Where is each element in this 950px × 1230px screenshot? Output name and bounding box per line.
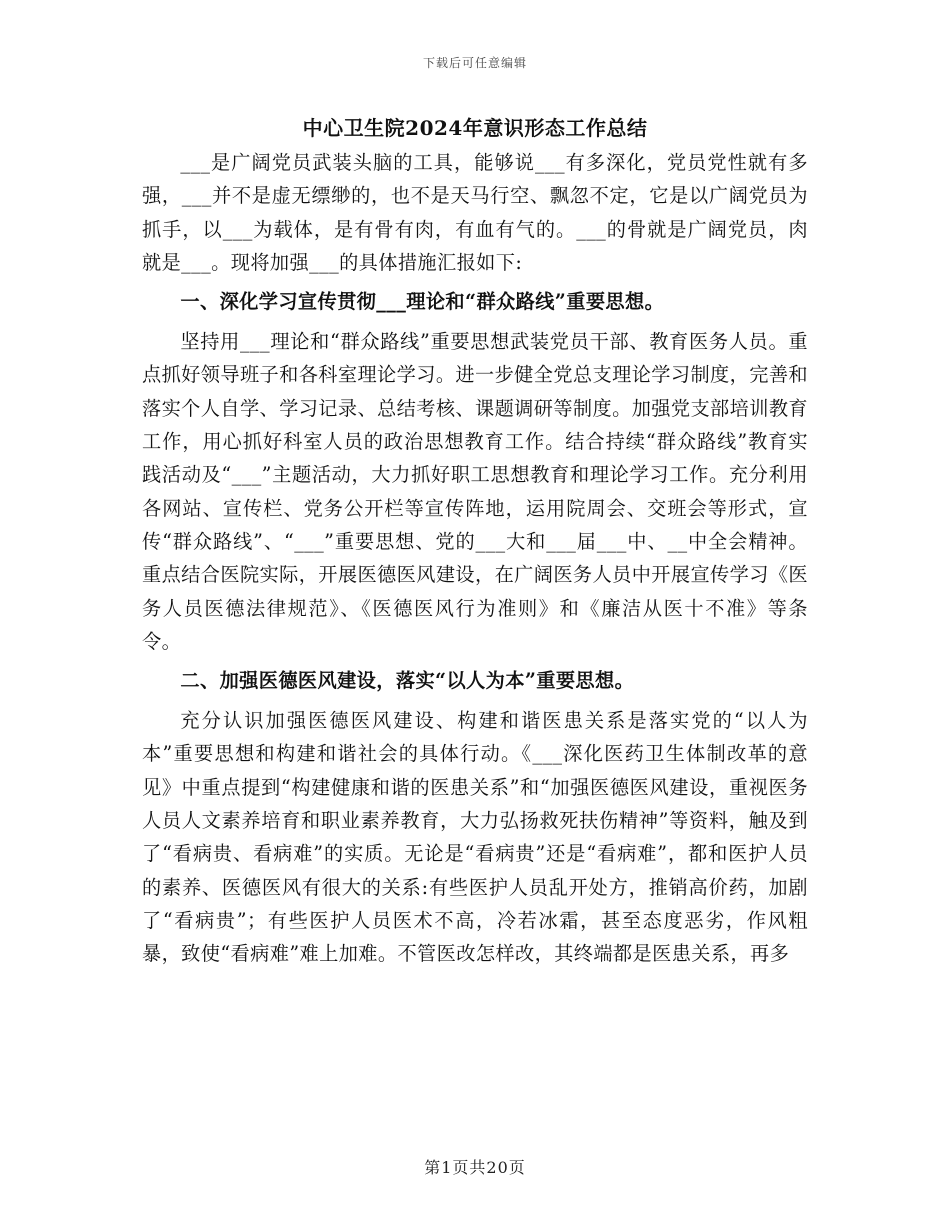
header-note: 下载后可任意编辑 xyxy=(422,56,527,70)
document-body xyxy=(142,112,808,971)
paragraph-section-2: 充分认识加强医德医风建设、构建和谐医患关系是落实党的“以人为本”重要思想和构建和谐社会的具体行动。《___深化医药卫生体制改革的意见》中重点提到“构建健康和谐的医患关系”和“加强医德医风建设，重视医务人员人文素养培育和职业素养教育，大力弘扬救死扶伤精神”等资料，触及到了“看病贵、看病难”的实质。无论是“看病贵”还是“看病难”，都和医护人员的素养、医德医风有很大的关系:有些医护人员乱开处方，推销高价药，加剧了“看病贵”；有些医护人员医术不高，冷若冰霜，甚至态度恶劣，作风粗暴，致使“看病难”难上加难。不管医改怎样改，其终端都是医患关系，再多 xyxy=(142,709,808,966)
paragraph-intro: ___是广阔党员武装头脑的工具，能够说___有多深化，党员党性就有多强，___并不是虚无缥缈的，也不是天马行空、飘忽不定，它是以广阔党员为抓手，以___为载体，是有骨有肉，有血有气的。___的骨就是广阔党员，肉就是___。现将加强___的具体措施汇报如下: xyxy=(142,151,808,274)
section-heading-1: 一、深化学习宣传贯彻___理论和“群众路线”重要思想。 xyxy=(180,290,665,314)
section-heading-2: 二、加强医德医风建设，落实“以人为本”重要思想。 xyxy=(180,669,635,693)
page-footer: 第1页共20页 xyxy=(424,1158,526,1177)
paragraph-section-1: 坚持用___理论和“群众路线”重要思想武装党员干部、教育医务人员。重点抓好领导班子和各科室理论学习。进一步健全党总支理论学习制度，完善和落实个人自学、学习记录、总结考核、课题调研等制度。加强党支部培训教育工作，用心抓好科室人员的政治思想教育工作。结合持续“群众路线”教育实践活动及“___”主题活动，大力抓好职工思想教育和理论学习工作。充分利用各网站、宣传栏、党务公开栏等宣传阵地，运用院周会、交班会等形式，宣传“群众路线”、“___”重要思想、党的___大和___届___中、__中全会精神。重点结合医院实际，开展医德医风建设，在广阔医务人员中开展宣传学习《医务人员医德法律规范》、《医德医风行为准则》和《廉洁从医十不准》等条令。 xyxy=(142,330,808,653)
document-title: 中心卫生院2024年意识形态工作总结 xyxy=(302,116,648,140)
